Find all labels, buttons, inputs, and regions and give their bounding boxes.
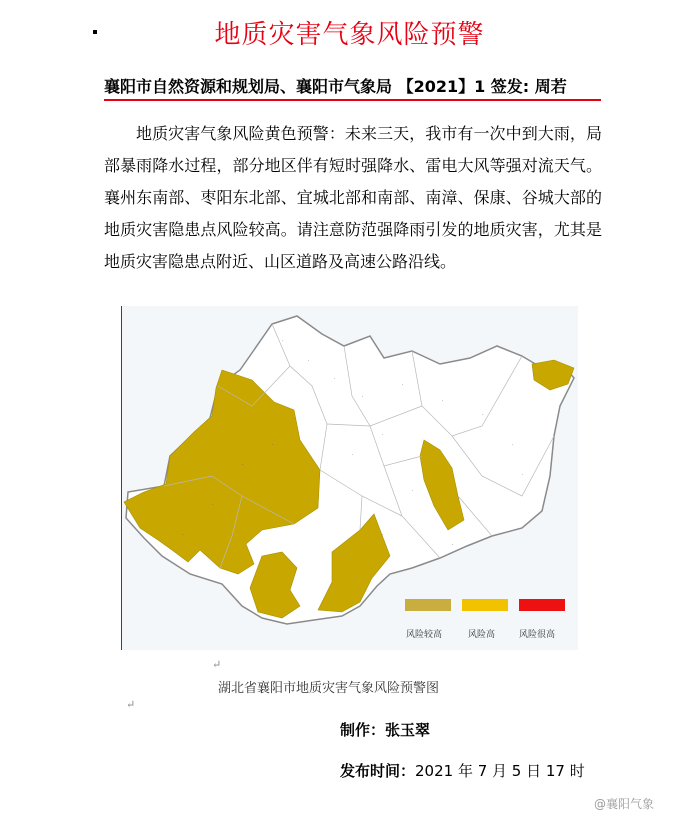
risk-map	[122, 306, 578, 650]
paragraph-mark: ↵	[212, 658, 222, 671]
svg-text:·: ·	[242, 462, 244, 468]
map-caption: 湖北省襄阳市地质灾害气象风险预警图	[218, 681, 440, 696]
svg-text:·: ·	[412, 488, 414, 494]
svg-text:·: ·	[272, 442, 274, 448]
legend-label-very-high: 风险很高	[519, 630, 556, 640]
document-title: 地质灾害气象风险预警	[214, 20, 485, 50]
svg-text:·: ·	[442, 398, 444, 404]
svg-text:·: ·	[334, 376, 336, 382]
svg-text:·: ·	[512, 442, 514, 448]
legend-label-higher: 风险较高	[406, 630, 443, 640]
svg-text:·: ·	[182, 532, 184, 538]
svg-text:·: ·	[212, 502, 214, 508]
svg-text:·: ·	[282, 338, 284, 344]
paragraph-mark: ↵	[126, 698, 136, 711]
map-graphic	[122, 306, 578, 650]
release-time-value: 2021 年 7 月 5 日 17 时	[415, 762, 585, 780]
svg-text:·: ·	[308, 358, 310, 364]
legend-label-high: 风险高	[468, 630, 496, 640]
svg-text:·: ·	[382, 432, 384, 438]
svg-text:·: ·	[452, 542, 454, 548]
svg-text:·: ·	[402, 382, 404, 388]
svg-text:·: ·	[352, 452, 354, 458]
legend-swatch-high-risk	[462, 599, 508, 611]
weibo-watermark: @襄阳气象	[594, 797, 655, 811]
red-divider	[104, 99, 601, 101]
svg-text:·: ·	[482, 412, 484, 418]
legend-swatch-very-high-risk	[519, 599, 565, 611]
release-time-label: 发布时间：	[340, 762, 416, 780]
warning-body: 地质灾害气象风险黄色预警：未来三天，我市有一次中到大雨，局部暴雨降水过程，部分地区伴有短时强降水、雷电大风等强对流天气。襄州东南部、枣阳东北部、宜城北部和南部、南漳、保康、谷城大部的地质灾害隐患点风险较高。请注意防范强降雨引发的地质灾害，尤其是地质灾害隐患点附近、山区道路及高速公路沿线。	[104, 124, 602, 271]
release-time-line	[340, 760, 585, 781]
legend-swatch-high-risk-moderate	[405, 599, 451, 611]
svg-text:·: ·	[362, 394, 364, 400]
svg-text:·: ·	[522, 472, 524, 478]
svg-text:·: ·	[382, 532, 384, 538]
issuer-line: 襄阳市自然资源和规划局、襄阳市气象局 【2021】1 签发: 周若	[104, 77, 567, 96]
producer-line: 制作：张玉翠	[340, 721, 431, 739]
